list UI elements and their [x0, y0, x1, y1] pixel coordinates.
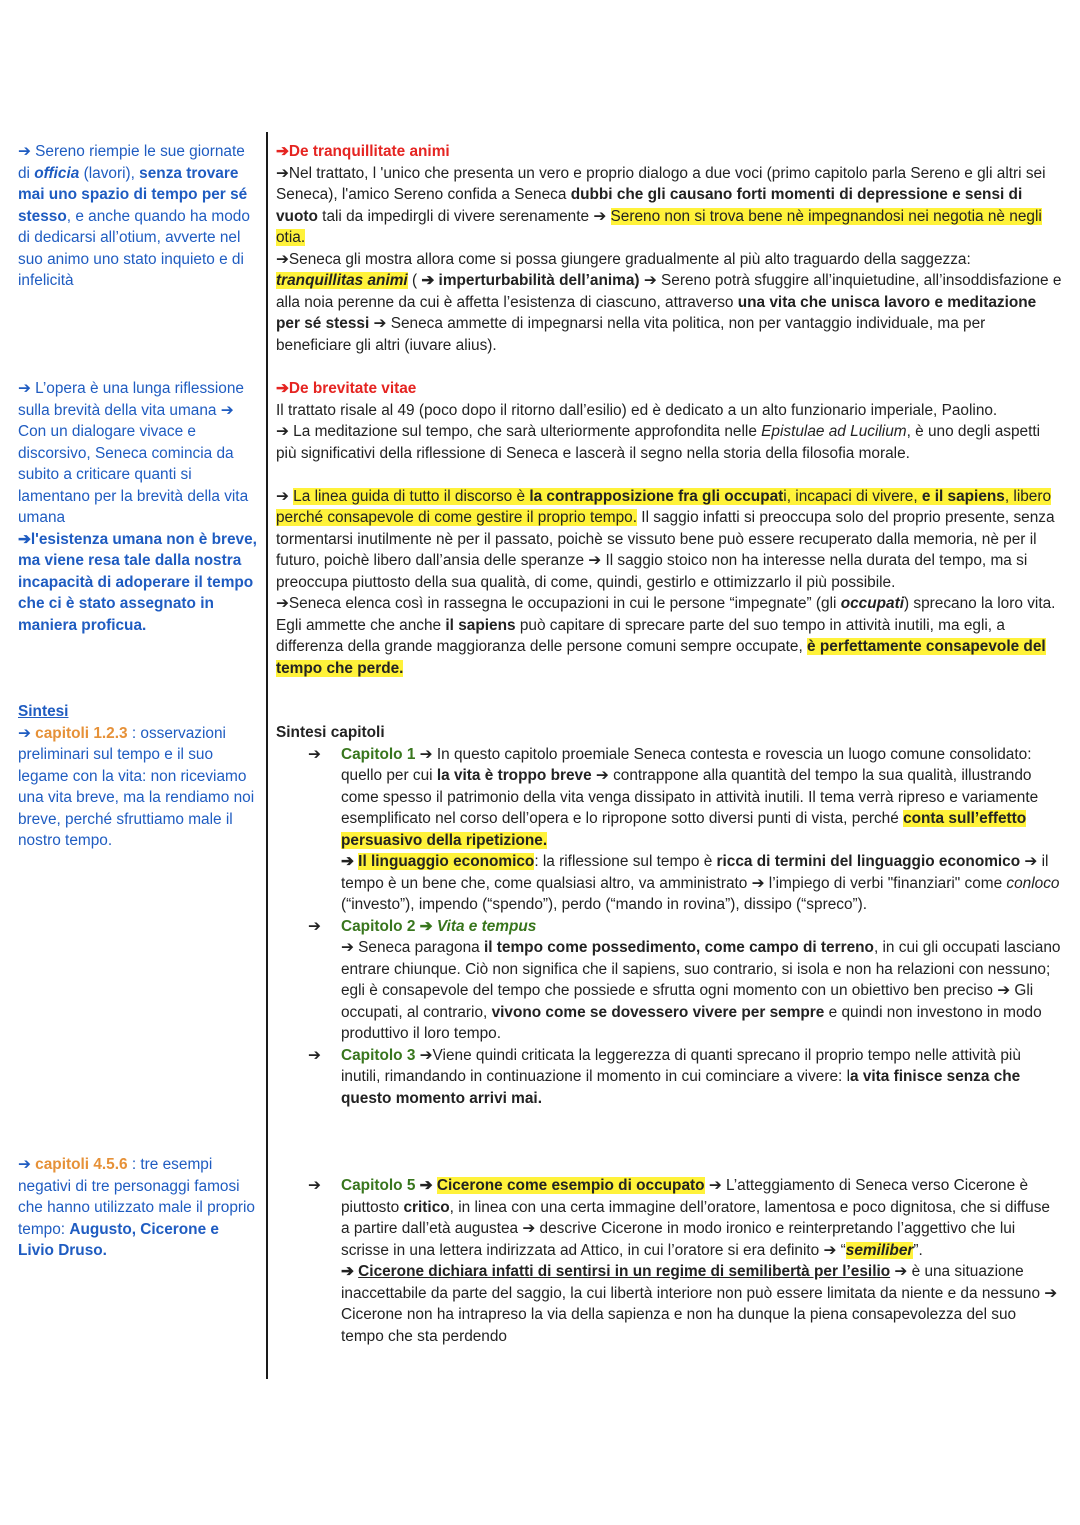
highlighted-text: e il sapiens: [921, 487, 1005, 505]
chapter-list: [276, 744, 1062, 1110]
body-text: vivono come se dovessero vivere per sempre: [491, 1003, 825, 1021]
body-text: ➔ In questo capitolo proemiale Seneca contesta e rovescia un luogo comune consolidato: quello per cui: [341, 745, 1032, 784]
note-text: capitoli 4.5.6: [35, 1156, 128, 1173]
body-text: una vita che unisca lavoro e meditazione per sé stessi: [276, 293, 1037, 332]
body-text: : la riflessione sul tempo è: [534, 853, 717, 870]
body-text: ➔ Seneca ammette di impegnarsi nella vita politica, non per vantaggio individuale, ma per beneficiare gli altri (iuvare alius).: [276, 315, 986, 354]
body-text: critico: [403, 1198, 450, 1216]
column-divider: [266, 132, 268, 1379]
body-text: ➔: [276, 487, 294, 505]
highlighted-text: è perfettamente consapevole del tempo che perde.: [276, 638, 1046, 677]
highlighted-text: conta sull’effetto persuasivo della ripetizione.: [341, 810, 1027, 849]
list-item-capitolo-3: [276, 1045, 1062, 1110]
side-note-opera: [18, 378, 258, 636]
body-text: ricca di termini del linguaggio economico: [716, 853, 1021, 870]
body-text: può capitare di sprecare parte del suo tempo in attività inutili, ma egli, a differenza della grande maggioranza delle persone comuni sempre occupate,: [276, 616, 1005, 655]
body-text: , in cui gli occupati lasciano entrare chiunque. Ciò non significa che il sapiens, suo contrario, si isola e non ha relazioni con nessuno; egli è consapevole del tempo che possiede e sfrutta ogni momento con un obiettivo ben preciso ➔ Gli occupati, al contrario,: [341, 939, 1061, 1021]
body-text: ➔Seneca elenca così in rassegna le occupazioni in cui le persone “impegnate” (gli: [276, 595, 841, 612]
chapter-subtitle: Vita e tempus: [436, 917, 537, 935]
body-text: ➔ L’atteggiamento di Seneca verso Cicerone è piuttosto: [341, 1177, 1029, 1216]
note-text: ➔ Sereno riempie le sue giornate di: [18, 143, 245, 182]
body-text: (: [407, 272, 422, 289]
note-text: ➔: [18, 1156, 36, 1173]
note-text: : tre esempi negativi di tre personaggi famosi che hanno utilizzato male il proprio tempo:: [18, 1156, 255, 1238]
note-text: senza trovare mai uno spazio di tempo per sé stesso: [18, 164, 248, 225]
body-text: ➔ contrappone alla quantità del tempo la sua qualità, illustrando come spesso il patrimonio della vita venga dissipato in attività inutili. Il tema verrà ripreso e variamente esemplificato nel corso dell’opera e lo ripropone sotto diversi punti di vista, perché: [341, 767, 1039, 827]
chapter-label: Capitolo 3: [341, 1046, 416, 1064]
body-text: ➔Seneca gli mostra allora come si possa giungere gradualmente al più alto traguardo della saggezza:: [276, 250, 971, 268]
body-text: la vita è troppo breve: [436, 767, 592, 784]
chapter-label: Capitolo 1: [341, 745, 416, 763]
body-text: ”.: [913, 1241, 923, 1259]
body-text: Il saggio infatti si preoccupa solo del proprio presente, senza tormentarsi inutilmente nè per il passato, poichè se vissuto bene può essere recuperato dalla memoria, nè per il futuro, poichè libero dall’ansia delle speranze ➔ Il saggio stoico non ha interesse nella durata del tempo, ma si preoccupa piuttosto della sua qualità, di come, quindi, gestirlo e ottimizzarlo il più possibile.: [276, 509, 1055, 591]
body-text: ➔Nel trattato, l 'unico che presenta un vero e proprio dialogo a due voci (primo capitolo parla Sereno e gli altri sei Seneca), l'amico Sereno confida a Seneca: [276, 164, 1046, 203]
list-item-capitolo-1: [276, 744, 1062, 916]
note-text: ➔ L’opera è una lunga riflessione sulla brevità della vita umana ➔ Con un dialogare vivace e discorsivo, Seneca comincia da subito a criticare quanti si lamentano per la brevità della vita umana: [18, 380, 249, 526]
section-title: ➔De brevitate vitae: [276, 380, 417, 397]
body-text: Epistulae ad Lucilium: [761, 423, 907, 440]
note-text: capitoli 1.2.3: [35, 724, 128, 742]
arrow-bullet-icon: ➔: [308, 745, 321, 763]
body-text: ➔ il tempo è un bene che, come qualsiasi altro, va amministrato ➔ l’impiego di verbi "finanziari" come: [341, 853, 1049, 892]
arrow-bullet-icon: ➔: [308, 917, 321, 935]
body-text: occupati: [840, 595, 905, 612]
body-text: , in linea con una certa immagine dell’oratore, lamentosa e poco dignitosa, che si diffuse a partire dall’età augustea ➔ descrive Cicerone in modo ironico e reinterpretando l’aggettivo che lui scrisse in una lettera indirizzata ad Attico, in cui l’oratore si era definito ➔ “: [341, 1198, 1050, 1259]
section-sintesi-capitoli: [276, 722, 1062, 1109]
note-text: ➔l'esistenza umana non è breve, ma viene resa tale dalla nostra incapacità di adoperare il tempo che ci è stato assegnato in maniera proficua.: [18, 530, 257, 634]
body-text: ➔ imperturbabilità dell’anima): [421, 272, 640, 289]
highlighted-text: la contrapposizione fra gli occupat: [529, 487, 784, 505]
chapter-label: Capitolo 5: [341, 1177, 416, 1194]
section-title: Sintesi capitoli: [276, 724, 385, 741]
body-text: ➔: [415, 1177, 437, 1194]
body-text: ➔Viene quindi criticata la leggerezza di quanti sprecano il proprio tempo nelle attività più inutili, rimandando in continuazione il momento in cui cominciare a vivere: l: [341, 1046, 1021, 1085]
highlighted-text: Cicerone come esempio di occupato: [436, 1177, 705, 1194]
section-brevitate: [276, 378, 1062, 679]
note-text: : osservazioni preliminari sul tempo e il suo legame con la vita: non riceviamo una vita breve, ma la rendiamo noi breve, perché sfruttiamo male il nostro tempo.: [18, 724, 255, 849]
chapter-label: ➔: [415, 917, 437, 935]
highlighted-text: Sereno non si trova bene nè impegnandosi nei negotia nè negli otia.: [276, 207, 1042, 246]
note-text: (lavori),: [79, 164, 140, 182]
list-item-capitolo-2: [276, 916, 1062, 1045]
side-note-sereno: [18, 141, 258, 292]
side-note-sintesi: [18, 701, 258, 852]
body-text: conloco: [1006, 874, 1060, 892]
body-text: Cicerone dichiara infatti di sentirsi in un regime di semilibertà per l’esilio: [358, 1263, 891, 1280]
list-item-capitolo-5: [276, 1175, 1062, 1347]
note-text: officia: [34, 164, 80, 182]
body-text: ➔: [341, 853, 359, 870]
body-text: (“investo”), impendo (“spendo”), perdo (“mando in rovina”), dissipo (“spreco”).: [341, 896, 868, 913]
highlighted-text: semiliber: [845, 1241, 914, 1259]
side-note-capitoli-456: [18, 1154, 258, 1262]
highlighted-text: tranquillitas animi: [276, 272, 408, 289]
highlighted-text: La linea guida di tutto il discorso è: [293, 487, 530, 505]
body-text: ➔ La meditazione sul tempo, che sarà ulteriormente approfondita nelle: [276, 423, 762, 440]
chapter-label: Capitolo 2: [341, 917, 416, 935]
note-text: ➔: [18, 724, 36, 742]
section-title: ➔De tranquillitate animi: [276, 143, 450, 160]
body-text: ➔ Seneca paragona: [341, 939, 484, 956]
body-text: il tempo come possedimento, come campo di terreno: [483, 939, 874, 956]
body-text: ➔ Sereno potrà sfuggire all’inquietudine, all’insoddisfazione e alla noia perenne da cui è affetta l’esistenza di ciascuno, attraverso: [276, 272, 1062, 311]
note-text: , e anche quando ha modo di dedicarsi all’otium, avverte nel suo animo uno stato inquieto e di infelicità: [18, 207, 250, 289]
chapter-list: [276, 1175, 1062, 1347]
arrow-bullet-icon: ➔: [308, 1177, 321, 1194]
highlighted-text: , libero perché consapevole di come gestire il proprio tempo.: [276, 487, 1052, 526]
note-text: Augusto, Cicerone e Livio Druso.: [18, 1220, 219, 1259]
note-title: Sintesi: [18, 703, 69, 720]
highlighted-text: i, incapaci di vivere,: [783, 487, 922, 505]
body-text: a vita finisce senza che questo momento arrivi mai.: [341, 1068, 1021, 1107]
body-text: e quindi non investono in modo produttivo il loro tempo.: [341, 1003, 1042, 1042]
arrow-bullet-icon: ➔: [308, 1046, 321, 1064]
body-text: , è uno degli aspetti più significativi della riflessione di Seneca e lascerà il segno nella storia della filosofia morale.: [276, 423, 1041, 462]
body-text: ➔ è una situazione inaccettabile da parte del saggio, la cui libertà interiore non può essere limitata da niente e da nessuno ➔ Cicerone non ha intrapreso la via della sapienza e non ha dunque la piena consapevolezza del suo tempo che sta perdendo: [341, 1263, 1058, 1345]
section-tranquillitate: [276, 141, 1062, 356]
section-capitolo-5: [276, 1175, 1062, 1347]
body-text: il sapiens: [445, 616, 516, 634]
body-text: tali da impedirgli di vivere serenamente ➔: [317, 207, 611, 225]
body-text: Il trattato risale al 49 (poco dopo il ritorno dall’esilio) ed è dedicato a un alto funzionario imperiale, Paolino.: [276, 401, 998, 419]
highlighted-text: Il linguaggio economico: [358, 853, 535, 870]
body-text: dubbi che gli causano forti momenti di depressione e sensi di vuoto: [276, 186, 1023, 225]
body-text: ➔: [341, 1263, 359, 1280]
body-text: ) sprecano la loro vita. Egli ammette che anche: [276, 595, 1056, 634]
